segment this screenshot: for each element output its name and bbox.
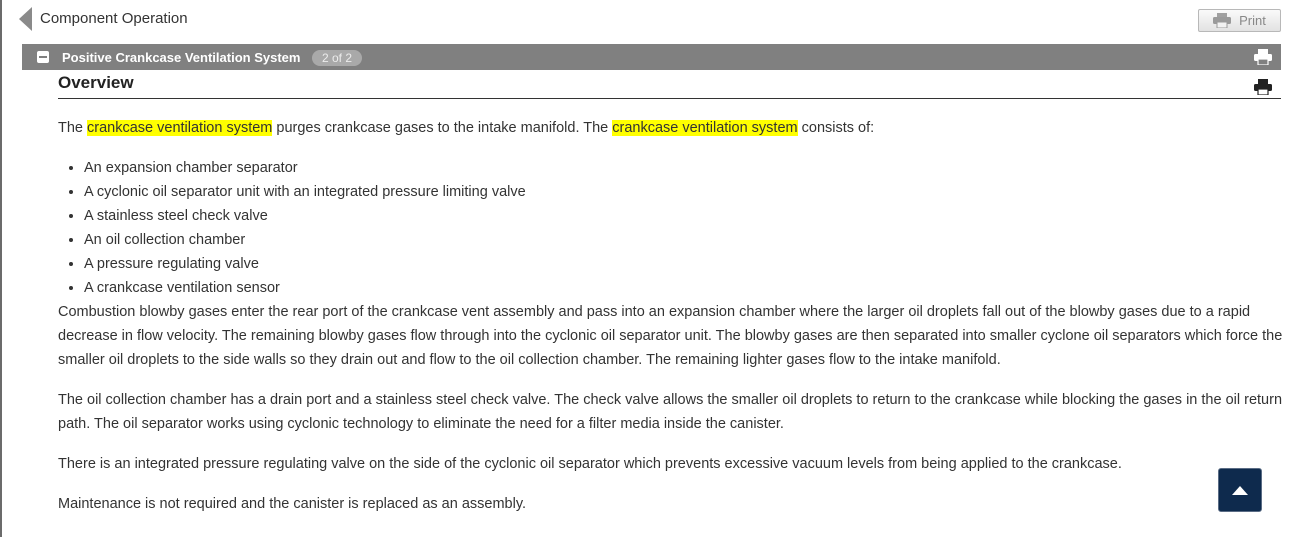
breadcrumb[interactable]: Component Operation [40,10,188,27]
list-item: • A pressure regulating valve [84,252,1284,276]
paragraph-pressure-valve: There is an integrated pressure regulating valve on the side of the cyclonic oil separator which prevents excessive vacuum levels from being applied to the crankcase. [58,456,1122,472]
article-content [58,116,1284,532]
overview-printer-icon[interactable] [1254,79,1272,95]
print-button-label: Print [1239,13,1266,28]
component-list [58,156,1284,300]
printer-icon [1213,13,1231,28]
scroll-to-top-button[interactable] [1218,468,1262,512]
overview-divider [58,98,1281,99]
list-item: • An expansion chamber separator [84,156,1284,180]
intro-paragraph [58,116,1284,140]
section-header[interactable] [22,44,1281,70]
section-title: Positive Crankcase Ventilation System [62,50,301,65]
intro-text: The [58,120,88,136]
section-printer-icon[interactable] [1254,49,1272,65]
back-arrow-icon[interactable] [19,7,32,31]
paragraph-maintenance: Maintenance is not required and the canister is replaced as an assembly. [58,496,527,512]
highlighted-term: crankcase ventilation system [612,120,798,136]
left-border [0,0,2,537]
overview-heading: Overview [58,73,134,92]
list-item: • A crankcase ventilation sensor [84,276,1284,300]
intro-text: purges crankcase gases to the intake manifold. The [272,120,613,136]
list-item: • A stainless steel check valve [84,204,1284,228]
section-count-badge: 2 of 2 [312,50,362,66]
list-item: • A cyclonic oil separator unit with an integrated pressure limiting valve [84,180,1284,204]
print-button[interactable] [1198,9,1281,32]
list-item: • An oil collection chamber [84,228,1284,252]
top-bar [0,0,1292,42]
paragraph-blowby: Combustion blowby gases enter the rear port of the crankcase vent assembly and pass into an expansion chamber where the larger oil droplets fall out of the blowby gases due to a rapid decrease in flow velocity. The remaining blowby gases flow through into the cyclonic oil separator unit. The blowby gases are then separated into smaller cyclone oil separators which force the smaller oil droplets to the side walls so they drain out and flow to the oil collection chamber. The remaining lighter gases flow to the intake manifold. [58,304,1283,368]
intro-text: consists of: [797,120,875,136]
highlighted-term: crankcase ventilation system [87,120,273,136]
paragraph-check-valve: The oil collection chamber has a drain port and a stainless steel check valve. The check valve allows the smaller oil droplets to return to the crankcase while blocking the gases in the oil return path. The oil separator works using cyclonic technology to eliminate the need for a filter media inside the canister. [58,392,1283,432]
collapse-icon[interactable] [37,51,49,63]
